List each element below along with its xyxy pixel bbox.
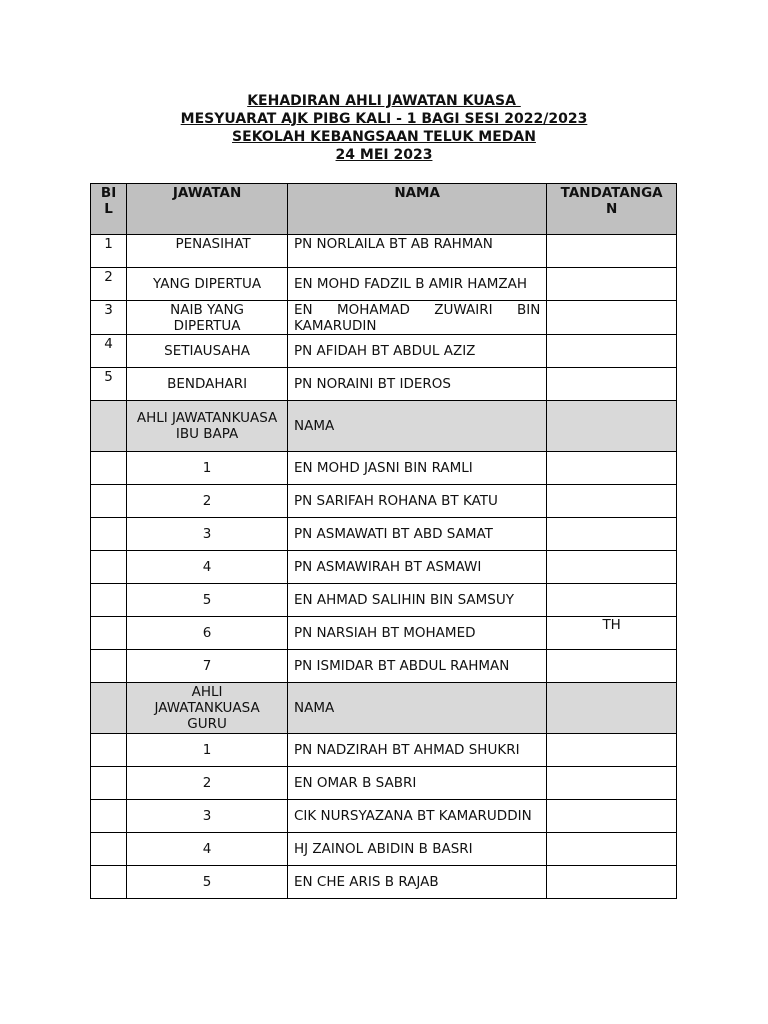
nama-cell: PN ASMAWATI BT ABD SAMAT: [287, 518, 546, 551]
bil-cell: [91, 800, 127, 833]
table-row: [91, 551, 677, 584]
number-cell: 6: [127, 617, 288, 650]
nama-cell: PN NORLAILA BT AB RAHMAN: [287, 235, 546, 268]
title-line-1: KEHADIRAN AHLI JAWATAN KUASA: [247, 93, 521, 109]
section-nama-cell: NAMA: [287, 401, 546, 452]
nama-cell: PN AFIDAH BT ABDUL AZIZ: [287, 335, 546, 368]
table-header-row: [91, 184, 677, 235]
attendance-table: [90, 183, 677, 899]
signature-cell: [547, 584, 677, 617]
table-row: [91, 268, 677, 301]
bil-cell: [91, 650, 127, 683]
nama-cell: EN MOHAMAD ZUWAIRI BIN KAMARUDIN: [287, 301, 546, 335]
signature-cell: [547, 452, 677, 485]
number-cell: 1: [127, 734, 288, 767]
signature-cell: [547, 335, 677, 368]
nama-cell: EN MOHD FADZIL B AMIR HAMZAH: [287, 268, 546, 301]
table-row: [91, 368, 677, 401]
bil-cell: [91, 518, 127, 551]
bil-cell: [91, 485, 127, 518]
bil-cell: [91, 584, 127, 617]
bil-cell: 1: [91, 235, 127, 268]
bil-cell: [91, 551, 127, 584]
jawatan-cell: YANG DIPERTUA: [127, 268, 288, 301]
signature-cell: [547, 734, 677, 767]
signature-cell: [547, 301, 677, 335]
signature-cell: [547, 617, 677, 650]
table-row: [91, 452, 677, 485]
nama-cell: CIK NURSYAZANA BT KAMARUDDIN: [287, 800, 546, 833]
header-tandatangan: [547, 184, 677, 235]
header-bil-label: BIL: [100, 185, 117, 217]
jawatan-label: NAIB YANG DIPERTUA: [170, 301, 245, 334]
signature-cell: [547, 235, 677, 268]
bil-cell: [91, 866, 127, 899]
table-row: [91, 518, 677, 551]
nama-cell: EN AHMAD SALIHIN BIN SAMSUY: [287, 584, 546, 617]
nama-cell: EN MOHD JASNI BIN RAMLI: [287, 452, 546, 485]
number-cell: 3: [127, 518, 288, 551]
section-label: AHLI JAWATANKUASA GURU: [154, 684, 260, 732]
signature-cell: [547, 368, 677, 401]
table-row: [91, 866, 677, 899]
nama-cell: PN NARSIAH BT MOHAMED: [287, 617, 546, 650]
jawatan-cell: BENDAHARI: [127, 368, 288, 401]
nama-cell: HJ ZAINOL ABIDIN B BASRI: [287, 833, 546, 866]
document-title: [0, 92, 768, 164]
nama-cell: PN SARIFAH ROHANA BT KATU: [287, 485, 546, 518]
table-row: [91, 301, 677, 335]
bil-cell: 4: [91, 335, 127, 368]
nama-cell: PN NADZIRAH BT AHMAD SHUKRI: [287, 734, 546, 767]
signature-cell: [547, 767, 677, 800]
signature-cell: [547, 800, 677, 833]
number-cell: 4: [127, 833, 288, 866]
bil-cell: [91, 683, 127, 734]
section-row-ibu-bapa: [91, 401, 677, 452]
nama-cell: PN ISMIDAR BT ABDUL RAHMAN: [287, 650, 546, 683]
bil-cell: 5: [91, 368, 127, 401]
nama-cell: EN CHE ARIS B RAJAB: [287, 866, 546, 899]
section-jawatan-cell: [127, 401, 288, 452]
nama-cell: PN ASMAWIRAH BT ASMAWI: [287, 551, 546, 584]
header-tandatangan-label: TANDATANGAN: [560, 185, 663, 217]
jawatan-cell: [127, 301, 288, 335]
number-cell: 4: [127, 551, 288, 584]
nama-cell: PN NORAINI BT IDEROS: [287, 368, 546, 401]
nama-cell: EN OMAR B SABRI: [287, 767, 546, 800]
table-row: [91, 650, 677, 683]
number-cell: 3: [127, 800, 288, 833]
bil-cell: [91, 833, 127, 866]
table-row: [91, 584, 677, 617]
signature-cell: [547, 268, 677, 301]
table-row: [91, 485, 677, 518]
number-cell: 2: [127, 767, 288, 800]
bil-cell: [91, 401, 127, 452]
table-row: [91, 335, 677, 368]
signature-cell: [547, 833, 677, 866]
signature-cell: [547, 650, 677, 683]
title-line-2: MESYUARAT AJK PIBG KALI - 1 BAGI SESI 2022/2023: [180, 111, 588, 127]
signature-cell: [547, 485, 677, 518]
signature-cell: [547, 401, 677, 452]
bil-cell: [91, 617, 127, 650]
table-row: [91, 767, 677, 800]
number-cell: 2: [127, 485, 288, 518]
signature-cell: [547, 683, 677, 734]
section-nama-cell: NAMA: [287, 683, 546, 734]
bil-cell: [91, 452, 127, 485]
title-line-3: SEKOLAH KEBANGSAAN TELUK MEDAN: [232, 129, 536, 145]
section-jawatan-cell: [127, 683, 288, 734]
section-label: AHLI JAWATANKUASA IBU BAPA: [136, 410, 278, 442]
header-jawatan: JAWATAN: [127, 184, 288, 235]
signature-cell: [547, 866, 677, 899]
bil-cell: [91, 767, 127, 800]
table-row: [91, 800, 677, 833]
signature-text: TH: [602, 617, 621, 633]
table-row: [91, 734, 677, 767]
title-line-4: 24 MEI 2023: [335, 147, 433, 163]
header-bil: [91, 184, 127, 235]
number-cell: 5: [127, 584, 288, 617]
table-row: [91, 235, 677, 268]
number-cell: 5: [127, 866, 288, 899]
signature-cell: [547, 551, 677, 584]
table-row: [91, 617, 677, 650]
section-row-guru: [91, 683, 677, 734]
signature-cell: [547, 518, 677, 551]
bil-cell: 3: [91, 301, 127, 335]
jawatan-cell: PENASIHAT: [127, 235, 288, 268]
header-nama: NAMA: [287, 184, 546, 235]
table-row: [91, 833, 677, 866]
number-cell: 7: [127, 650, 288, 683]
bil-cell: 2: [91, 268, 127, 301]
number-cell: 1: [127, 452, 288, 485]
bil-cell: [91, 734, 127, 767]
jawatan-cell: SETIAUSAHA: [127, 335, 288, 368]
